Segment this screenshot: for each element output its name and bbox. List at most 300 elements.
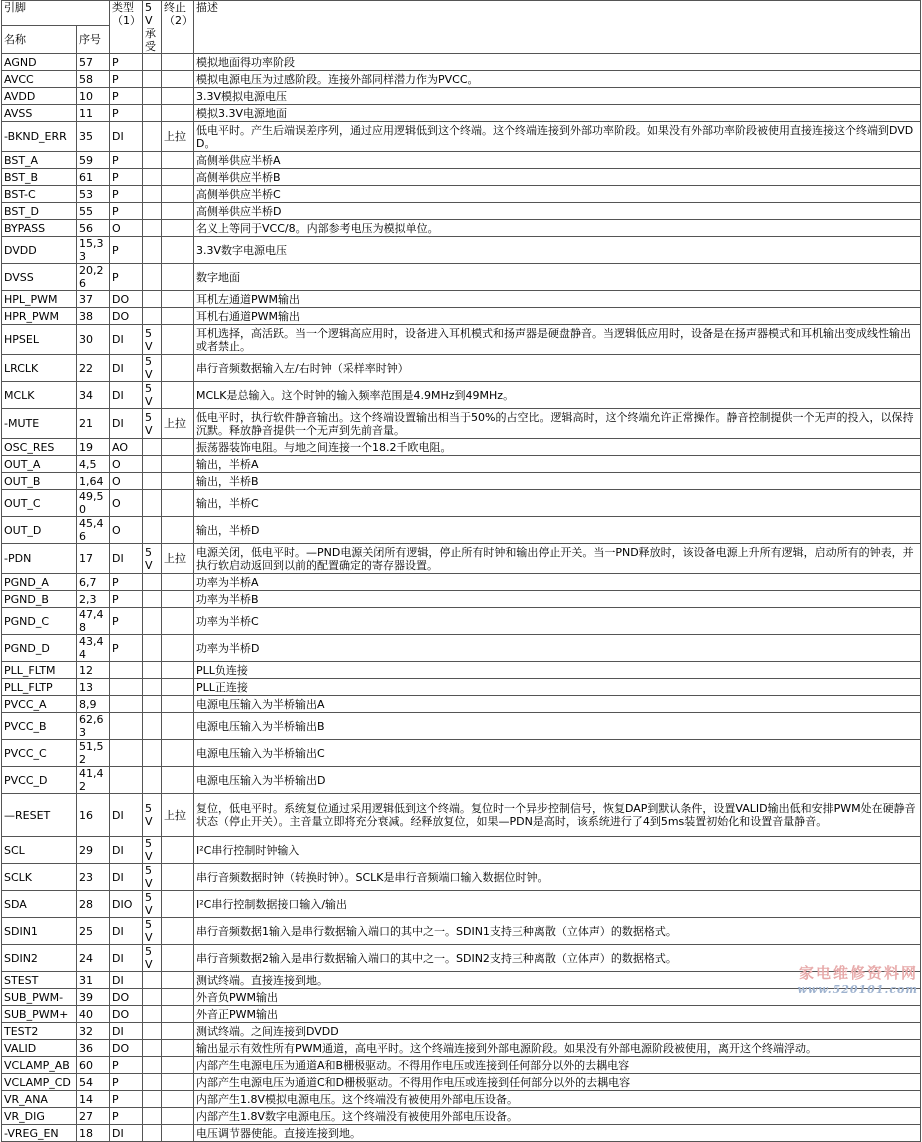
cell-5v xyxy=(143,1040,162,1057)
cell-name: PLL_FLTP xyxy=(2,679,77,696)
cell-5v: 5V xyxy=(143,794,162,837)
table-row xyxy=(2,473,921,490)
cell-term xyxy=(162,740,194,767)
cell-term xyxy=(162,891,194,918)
cell-term xyxy=(162,864,194,891)
table-row xyxy=(2,1091,921,1108)
cell-5v xyxy=(143,679,162,696)
cell-type: DO xyxy=(110,308,143,325)
cell-name: -VREG_EN xyxy=(2,1125,77,1142)
table-row xyxy=(2,989,921,1006)
cell-seq: 11 xyxy=(77,105,110,122)
cell-5v xyxy=(143,88,162,105)
cell-seq: 4,5 xyxy=(77,456,110,473)
cell-seq: 60 xyxy=(77,1057,110,1074)
cell-term xyxy=(162,635,194,662)
cell-term xyxy=(162,355,194,382)
cell-type: DO xyxy=(110,291,143,308)
cell-type: P xyxy=(110,152,143,169)
table-row xyxy=(2,291,921,308)
cell-5v xyxy=(143,439,162,456)
cell-name: AVSS xyxy=(2,105,77,122)
cell-seq: 14 xyxy=(77,1091,110,1108)
table-row xyxy=(2,105,921,122)
cell-type: DI xyxy=(110,972,143,989)
table-row xyxy=(2,203,921,220)
cell-5v xyxy=(143,71,162,88)
cell-term xyxy=(162,291,194,308)
cell-5v: 5V xyxy=(143,409,162,439)
cell-desc: 模拟3.3V电源地面 xyxy=(194,105,921,122)
cell-term xyxy=(162,186,194,203)
cell-desc: 3.3V数字电源电压 xyxy=(194,237,921,264)
cell-desc: 模拟地面得功率阶段 xyxy=(194,54,921,71)
cell-name: HPR_PWM xyxy=(2,308,77,325)
cell-type: O xyxy=(110,490,143,517)
cell-type: DI xyxy=(110,945,143,972)
table-row xyxy=(2,152,921,169)
cell-5v xyxy=(143,264,162,291)
cell-seq: 22 xyxy=(77,355,110,382)
cell-type: O xyxy=(110,473,143,490)
cell-name: -BKND_ERR xyxy=(2,122,77,152)
header-term: 终止（2） xyxy=(162,1,194,54)
cell-seq: 28 xyxy=(77,891,110,918)
cell-type: DIO xyxy=(110,891,143,918)
cell-type: P xyxy=(110,608,143,635)
cell-term xyxy=(162,473,194,490)
cell-seq: 40 xyxy=(77,1006,110,1023)
cell-5v xyxy=(143,1023,162,1040)
cell-5v xyxy=(143,662,162,679)
cell-5v xyxy=(143,1108,162,1125)
table-row xyxy=(2,308,921,325)
cell-type: DI xyxy=(110,544,143,574)
cell-5v: 5V xyxy=(143,918,162,945)
cell-type: DO xyxy=(110,1040,143,1057)
cell-desc: 电源电压输入为半桥输出A xyxy=(194,696,921,713)
cell-desc: 内部产生1.8V数字电源电压。这个终端没有被使用外部电压设备。 xyxy=(194,1108,921,1125)
header-5v: 5V承受 xyxy=(143,1,162,54)
cell-5v xyxy=(143,54,162,71)
cell-desc: 功率为半桥C xyxy=(194,608,921,635)
cell-5v xyxy=(143,635,162,662)
cell-desc: 测试终端。之间连接到DVDD xyxy=(194,1023,921,1040)
cell-name: STEST xyxy=(2,972,77,989)
cell-term xyxy=(162,490,194,517)
cell-type: P xyxy=(110,591,143,608)
cell-desc: 电源电压输入为半桥输出D xyxy=(194,767,921,794)
cell-5v xyxy=(143,696,162,713)
cell-type: DI xyxy=(110,325,143,355)
cell-type: DI xyxy=(110,355,143,382)
cell-seq: 54 xyxy=(77,1074,110,1091)
cell-name: OUT_D xyxy=(2,517,77,544)
table-row xyxy=(2,71,921,88)
table-row xyxy=(2,945,921,972)
cell-term: 上拉 xyxy=(162,122,194,152)
cell-name: SUB_PWM+ xyxy=(2,1006,77,1023)
cell-seq: 18 xyxy=(77,1125,110,1142)
cell-seq: 32 xyxy=(77,1023,110,1040)
header-name: 名称 xyxy=(2,26,77,54)
cell-seq: 29 xyxy=(77,837,110,864)
cell-term xyxy=(162,1040,194,1057)
cell-seq: 39 xyxy=(77,989,110,1006)
cell-term xyxy=(162,574,194,591)
table-row xyxy=(2,237,921,264)
cell-seq: 43,44 xyxy=(77,635,110,662)
cell-term xyxy=(162,71,194,88)
cell-term xyxy=(162,1023,194,1040)
cell-5v: 5V xyxy=(143,864,162,891)
cell-5v: 5V xyxy=(143,382,162,409)
table-row xyxy=(2,837,921,864)
table-row xyxy=(2,1040,921,1057)
cell-name: PVCC_C xyxy=(2,740,77,767)
cell-term xyxy=(162,679,194,696)
table-row xyxy=(2,220,921,237)
cell-type: P xyxy=(110,264,143,291)
cell-5v xyxy=(143,1006,162,1023)
cell-term xyxy=(162,767,194,794)
table-row xyxy=(2,1125,921,1142)
table-row xyxy=(2,169,921,186)
table-row xyxy=(2,409,921,439)
cell-term xyxy=(162,591,194,608)
watermark-title: 家电维修资料网 xyxy=(798,964,918,982)
cell-name: OUT_B xyxy=(2,473,77,490)
cell-5v xyxy=(143,1091,162,1108)
cell-name: PGND_C xyxy=(2,608,77,635)
watermark xyxy=(797,962,918,996)
cell-type xyxy=(110,662,143,679)
table-row xyxy=(2,767,921,794)
table-row xyxy=(2,54,921,71)
cell-name: VALID xyxy=(2,1040,77,1057)
cell-5v xyxy=(143,574,162,591)
cell-name: —RESET xyxy=(2,794,77,837)
table-row xyxy=(2,186,921,203)
cell-5v xyxy=(143,152,162,169)
cell-term xyxy=(162,713,194,740)
cell-seq: 59 xyxy=(77,152,110,169)
cell-desc: I²C串行控制数据接口输入/输出 xyxy=(194,891,921,918)
cell-type xyxy=(110,679,143,696)
cell-5v xyxy=(143,1125,162,1142)
cell-seq: 16 xyxy=(77,794,110,837)
cell-type xyxy=(110,740,143,767)
cell-name: SUB_PWM- xyxy=(2,989,77,1006)
cell-desc: 数字地面 xyxy=(194,264,921,291)
cell-name: TEST2 xyxy=(2,1023,77,1040)
cell-name: OUT_C xyxy=(2,490,77,517)
table-row xyxy=(2,325,921,355)
cell-desc: 功率为半桥D xyxy=(194,635,921,662)
cell-type: DI xyxy=(110,794,143,837)
cell-term xyxy=(162,662,194,679)
cell-type: P xyxy=(110,71,143,88)
cell-term xyxy=(162,439,194,456)
cell-term xyxy=(162,945,194,972)
cell-name: HPL_PWM xyxy=(2,291,77,308)
cell-type: P xyxy=(110,203,143,220)
cell-name: DVDD xyxy=(2,237,77,264)
cell-5v: 5V xyxy=(143,325,162,355)
cell-term xyxy=(162,1108,194,1125)
table-body xyxy=(2,54,921,1142)
cell-type: P xyxy=(110,1108,143,1125)
cell-name: BST-C xyxy=(2,186,77,203)
cell-desc: 外音负PWM输出 xyxy=(194,989,921,1006)
cell-seq: 45,46 xyxy=(77,517,110,544)
cell-term xyxy=(162,169,194,186)
table-row xyxy=(2,382,921,409)
cell-seq: 25 xyxy=(77,918,110,945)
cell-name: SCL xyxy=(2,837,77,864)
cell-desc: 内部产生1.8V模拟电源电压。这个终端没有被使用外部电压设备。 xyxy=(194,1091,921,1108)
cell-type xyxy=(110,767,143,794)
cell-type: P xyxy=(110,169,143,186)
cell-seq: 23 xyxy=(77,864,110,891)
table-row xyxy=(2,864,921,891)
cell-desc: PLL负连接 xyxy=(194,662,921,679)
table-row xyxy=(2,794,921,837)
cell-desc: 电压调节器使能。直接连接到地。 xyxy=(194,1125,921,1142)
cell-desc: 模拟电源电压为过感阶段。连接外部同样潜力作为PVCC。 xyxy=(194,71,921,88)
pin-table xyxy=(1,0,921,1142)
cell-term xyxy=(162,1074,194,1091)
cell-seq: 36 xyxy=(77,1040,110,1057)
cell-5v xyxy=(143,608,162,635)
cell-name: BYPASS xyxy=(2,220,77,237)
cell-seq: 20,26 xyxy=(77,264,110,291)
cell-type: DI xyxy=(110,837,143,864)
cell-type: DI xyxy=(110,918,143,945)
table-row xyxy=(2,490,921,517)
cell-term xyxy=(162,918,194,945)
cell-name: LRCLK xyxy=(2,355,77,382)
cell-type: DI xyxy=(110,409,143,439)
cell-term: 上拉 xyxy=(162,794,194,837)
table-row xyxy=(2,713,921,740)
cell-5v xyxy=(143,186,162,203)
cell-seq: 13 xyxy=(77,679,110,696)
cell-term xyxy=(162,837,194,864)
cell-desc: MCLK是总输入。这个时钟的输入频率范围是4.9MHz到49MHz。 xyxy=(194,382,921,409)
cell-desc: 功率为半桥B xyxy=(194,591,921,608)
table-row xyxy=(2,544,921,574)
table-header-row-1 xyxy=(2,1,921,26)
cell-seq: 49,50 xyxy=(77,490,110,517)
table-row xyxy=(2,608,921,635)
cell-desc: 耳机右通道PWM输出 xyxy=(194,308,921,325)
cell-name: SDIN2 xyxy=(2,945,77,972)
cell-5v: 5V xyxy=(143,837,162,864)
cell-5v xyxy=(143,122,162,152)
cell-5v xyxy=(143,456,162,473)
cell-name: PVCC_B xyxy=(2,713,77,740)
table-row xyxy=(2,122,921,152)
cell-name: VR_DIG xyxy=(2,1108,77,1125)
cell-type: P xyxy=(110,1057,143,1074)
cell-type: DI xyxy=(110,1023,143,1040)
watermark-url: www.520101.com xyxy=(797,983,918,996)
cell-type: O xyxy=(110,456,143,473)
cell-desc: 电源关闭，低电平时。—PND电源关闭所有逻辑，停止所有时钟和输出停止开关。当一PND释放时，该设备电源上升所有逻辑，启动所有的钟表，并执行软启动返回到以前的配置确定的寄存器设置。 xyxy=(194,544,921,574)
cell-name: SDIN1 xyxy=(2,918,77,945)
cell-term xyxy=(162,88,194,105)
cell-type xyxy=(110,696,143,713)
cell-desc: 测试终端。直接连接到地。 xyxy=(194,972,921,989)
table-row xyxy=(2,696,921,713)
cell-term xyxy=(162,517,194,544)
cell-desc: 电源电压输入为半桥输出C xyxy=(194,740,921,767)
cell-seq: 58 xyxy=(77,71,110,88)
cell-term xyxy=(162,972,194,989)
cell-seq: 37 xyxy=(77,291,110,308)
cell-term xyxy=(162,1091,194,1108)
cell-5v xyxy=(143,203,162,220)
cell-name: OSC_RES xyxy=(2,439,77,456)
cell-type: P xyxy=(110,1091,143,1108)
cell-desc: 3.3V模拟电源电压 xyxy=(194,88,921,105)
cell-name: VR_ANA xyxy=(2,1091,77,1108)
cell-type xyxy=(110,713,143,740)
cell-desc: I²C串行控制时钟输入 xyxy=(194,837,921,864)
cell-term xyxy=(162,264,194,291)
cell-seq: 12 xyxy=(77,662,110,679)
cell-desc: 高侧举供应半桥D xyxy=(194,203,921,220)
cell-seq: 6,7 xyxy=(77,574,110,591)
cell-seq: 10 xyxy=(77,88,110,105)
cell-desc: 输出，半桥A xyxy=(194,456,921,473)
table-row xyxy=(2,918,921,945)
cell-name: OUT_A xyxy=(2,456,77,473)
cell-type: P xyxy=(110,105,143,122)
table-row xyxy=(2,1074,921,1091)
table-row xyxy=(2,1057,921,1074)
cell-desc: 串行音频数据时钟（转换时钟）。SCLK是串行音频端口输入数据位时钟。 xyxy=(194,864,921,891)
cell-5v xyxy=(143,490,162,517)
cell-name: BST_D xyxy=(2,203,77,220)
cell-seq: 27 xyxy=(77,1108,110,1125)
cell-desc: 振荡器装饰电阻。与地之间连接一个18.2千欧电阻。 xyxy=(194,439,921,456)
cell-name: -PDN xyxy=(2,544,77,574)
header-seq: 序号 xyxy=(77,26,110,54)
cell-seq: 15,33 xyxy=(77,237,110,264)
table-row xyxy=(2,1108,921,1125)
cell-type: P xyxy=(110,54,143,71)
cell-term: 上拉 xyxy=(162,409,194,439)
cell-term xyxy=(162,325,194,355)
cell-seq: 47,48 xyxy=(77,608,110,635)
cell-name: DVSS xyxy=(2,264,77,291)
table-row xyxy=(2,679,921,696)
cell-seq: 30 xyxy=(77,325,110,355)
cell-desc: 低电平时。产生后端误差序列，通过应用逻辑低到这个终端。这个终端连接到外部功率阶段。如果没有外部功率阶段被使用直接连接这个终端到DVDD。 xyxy=(194,122,921,152)
cell-desc: 高侧举供应半桥A xyxy=(194,152,921,169)
cell-name: BST_A xyxy=(2,152,77,169)
cell-type: DI xyxy=(110,122,143,152)
cell-term xyxy=(162,696,194,713)
cell-name: PVCC_D xyxy=(2,767,77,794)
cell-name: HPSEL xyxy=(2,325,77,355)
cell-type: AO xyxy=(110,439,143,456)
cell-seq: 56 xyxy=(77,220,110,237)
cell-seq: 2,3 xyxy=(77,591,110,608)
cell-seq: 31 xyxy=(77,972,110,989)
cell-term xyxy=(162,456,194,473)
table-row xyxy=(2,891,921,918)
cell-seq: 57 xyxy=(77,54,110,71)
cell-desc: 外音正PWM输出 xyxy=(194,1006,921,1023)
cell-seq: 34 xyxy=(77,382,110,409)
cell-term xyxy=(162,1006,194,1023)
cell-5v: 5V xyxy=(143,945,162,972)
table-row xyxy=(2,1006,921,1023)
cell-5v: 5V xyxy=(143,544,162,574)
cell-name: MCLK xyxy=(2,382,77,409)
table-row xyxy=(2,972,921,989)
cell-5v xyxy=(143,1074,162,1091)
cell-desc: 输出，半桥B xyxy=(194,473,921,490)
cell-5v xyxy=(143,169,162,186)
cell-5v xyxy=(143,237,162,264)
cell-desc: 内部产生电源电压为通道C和D栅极驱动。不得用作电压或连接到任何部分以外的去耦电容 xyxy=(194,1074,921,1091)
cell-name: VCLAMP_CD xyxy=(2,1074,77,1091)
cell-term xyxy=(162,308,194,325)
cell-name: PGND_D xyxy=(2,635,77,662)
table-row xyxy=(2,635,921,662)
cell-5v xyxy=(143,291,162,308)
cell-5v xyxy=(143,517,162,544)
cell-5v xyxy=(143,1057,162,1074)
cell-type: DI xyxy=(110,382,143,409)
table-row xyxy=(2,517,921,544)
cell-name: BST_B xyxy=(2,169,77,186)
cell-desc: 串行音频数据1输入是串行数据输入端口的其中之一。SDIN1支持三种离散（立体声）的数据格式。 xyxy=(194,918,921,945)
cell-name: SCLK xyxy=(2,864,77,891)
cell-desc: 功率为半桥A xyxy=(194,574,921,591)
cell-seq: 55 xyxy=(77,203,110,220)
cell-desc: 名义上等同于VCC/8。内部参考电压为模拟单位。 xyxy=(194,220,921,237)
cell-desc: 输出，半桥C xyxy=(194,490,921,517)
cell-5v xyxy=(143,473,162,490)
cell-5v xyxy=(143,972,162,989)
cell-name: PGND_B xyxy=(2,591,77,608)
cell-seq: 17 xyxy=(77,544,110,574)
cell-seq: 21 xyxy=(77,409,110,439)
header-type: 类型（1） xyxy=(110,1,143,54)
header-pin: 引脚 xyxy=(2,1,110,26)
cell-seq: 19 xyxy=(77,439,110,456)
cell-desc: 串行音频数据2输入是串行数据输入端口的其中之一。SDIN2支持三种离散（立体声）的数据格式。 xyxy=(194,945,921,972)
cell-name: -MUTE xyxy=(2,409,77,439)
cell-type: P xyxy=(110,237,143,264)
cell-seq: 8,9 xyxy=(77,696,110,713)
cell-seq: 51,52 xyxy=(77,740,110,767)
cell-term xyxy=(162,152,194,169)
cell-5v xyxy=(143,105,162,122)
cell-term xyxy=(162,220,194,237)
cell-term xyxy=(162,237,194,264)
table-row xyxy=(2,662,921,679)
cell-type: P xyxy=(110,88,143,105)
cell-type: DO xyxy=(110,1006,143,1023)
table-row xyxy=(2,264,921,291)
cell-5v xyxy=(143,308,162,325)
